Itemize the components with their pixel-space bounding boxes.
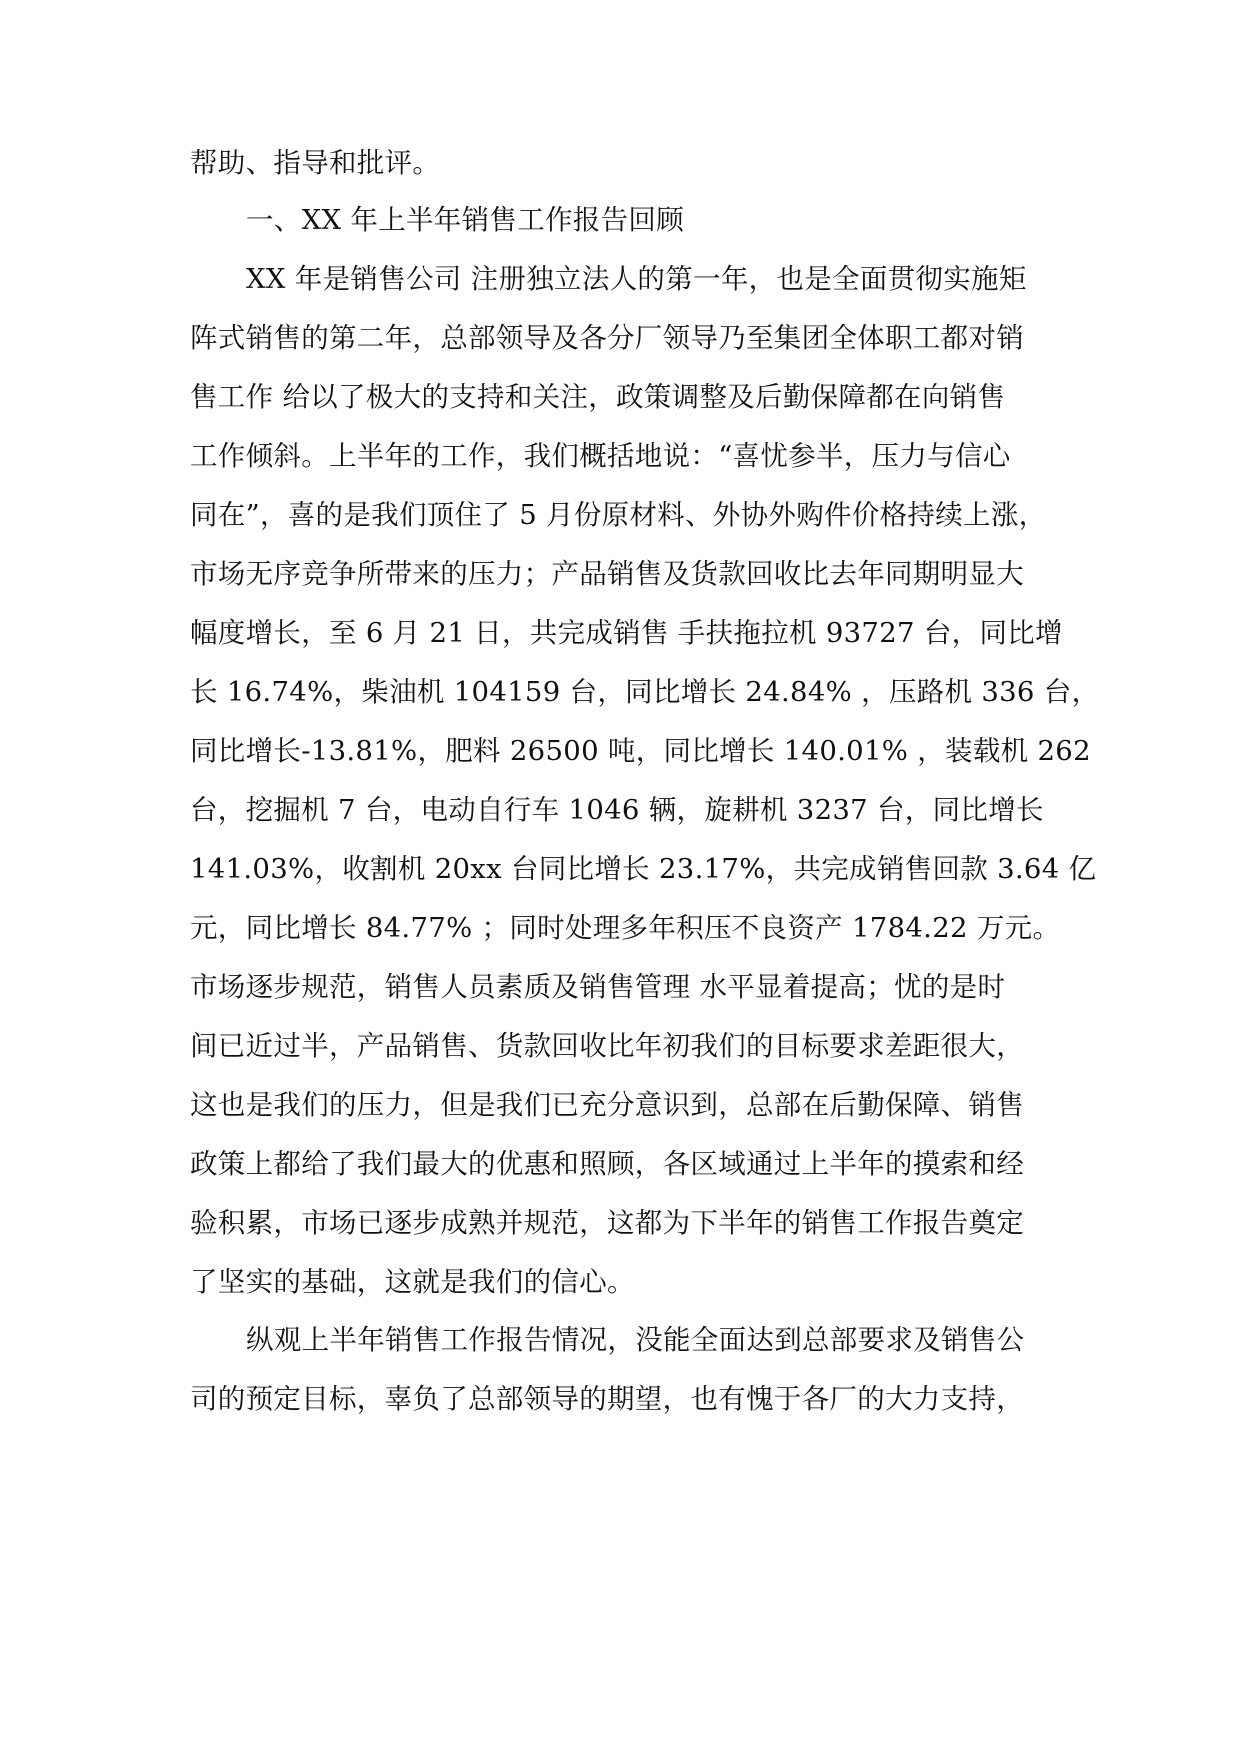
text-line: 帮助、指导和批评。	[190, 147, 441, 179]
text-line: 间已近过半，产品销售、货款回收比年初我们的目标要求差距很大，	[190, 1030, 1024, 1062]
text-line: 司的预定目标，辜负了总部领导的期望，也有愧于各厂的大力支持，	[190, 1383, 1024, 1415]
text-line: 长 16.74%，柴油机 104159 台，同比增长 24.84% ，压路机 336 台，	[190, 676, 1100, 708]
text-line: 市场逐步规范，销售人员素质及销售管理 水平显着提高；忧的是时	[190, 971, 1006, 1003]
text-line: 台，挖掘机 7 台，电动自行车 1046 辆，旋耕机 3237 台，同比增长	[190, 794, 1044, 826]
text-line: 141.03%，收割机 20xx 台同比增长 23.17%，共完成销售回款 3.64 亿	[190, 853, 1097, 885]
section-heading: 一、XX 年上半年销售工作报告回顾	[246, 204, 684, 236]
text-line: 元，同比增长 84.77% ；同时处理多年积压不良资产 1784.22 万元。	[190, 912, 1061, 944]
text-line: 纵观上半年销售工作报告情况，没能全面达到总部要求及销售公	[246, 1324, 1025, 1356]
text-line: 幅度增长，至 6 月 21 日，共完成销售 手扶拖拉机 93727 台，同比增	[190, 617, 1063, 649]
text-line: 同比增长-13.81%，肥料 26500 吨，同比增长 140.01% ，装载机 262	[190, 735, 1091, 767]
text-line: XX 年是销售公司 注册独立法人的第一年，也是全面贯彻实施矩	[246, 263, 1027, 295]
text-line: 验积累，市场已逐步成熟并规范，这都为下半年的销售工作报告奠定	[190, 1207, 1024, 1239]
text-line: 阵式销售的第二年，总部领导及各分厂领导乃至集团全体职工都对销	[190, 322, 1024, 354]
text-line: 了坚实的基础，这就是我们的信心。	[190, 1266, 635, 1298]
text-line: 工作倾斜。上半年的工作，我们概括地说：“喜忧参半，压力与信心	[190, 440, 1011, 472]
text-line: 售工作 给以了极大的支持和关注，政策调整及后勤保障都在向销售	[190, 381, 1006, 413]
text-line: 同在”，喜的是我们顶住了 5 月份原材料、外协外购件价格持续上涨，	[190, 499, 1047, 531]
text-line: 市场无序竞争所带来的压力；产品销售及货款回收比去年同期明显大	[190, 558, 1024, 590]
text-line: 这也是我们的压力，但是我们已充分意识到，总部在后勤保障、销售	[190, 1089, 1024, 1121]
text-line: 政策上都给了我们最大的优惠和照顾，各区域通过上半年的摸索和经	[190, 1148, 1024, 1180]
